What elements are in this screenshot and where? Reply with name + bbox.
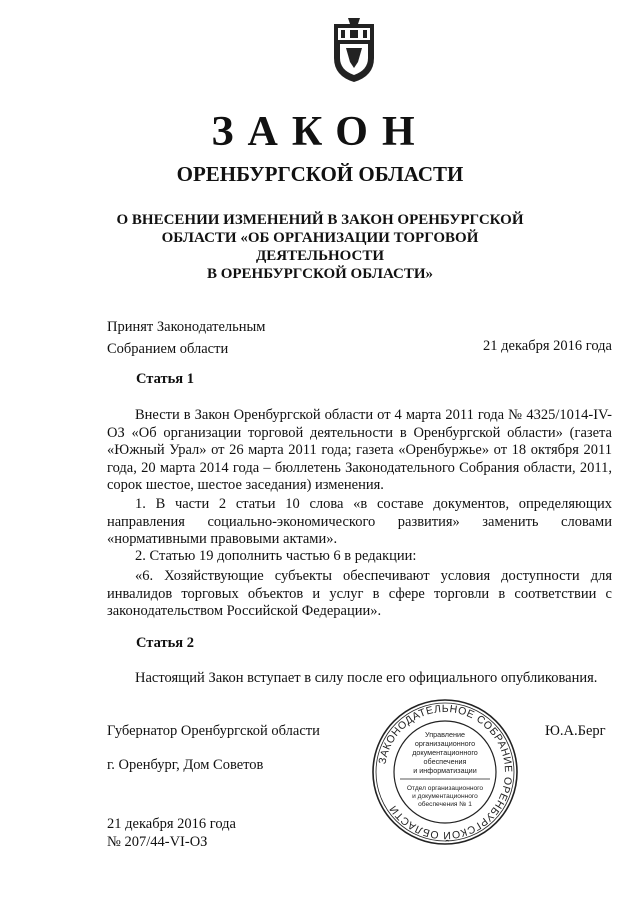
subject-line: В ОРЕНБУРГСКОЙ ОБЛАСТИ» [206, 266, 434, 282]
seal-dept-line: Отдел организационного [406, 785, 484, 792]
signing-place: г. Оренбург, Дом Советов [107, 757, 264, 773]
official-seal [370, 697, 520, 847]
seal-inner-line: обеспечения [423, 757, 467, 766]
coat-of-arms-icon [328, 18, 380, 84]
subject-line: О ВНЕСЕНИИ ИЗМЕНЕНИЙ В ЗАКОН ОРЕНБУРГСКОЙ [116, 212, 524, 228]
law-title: ЗАКОН [211, 109, 429, 155]
article-2-heading: Статья 2 [136, 635, 194, 651]
article-1-intro: Внести в Закон Оренбургской области от 4 марта 2011 года № 4325/1014-IV-ОЗ «Об организации торговой деятельности в Оренбургской области» (газета «Южный Урал» от 26 марта 2011 года; газета «Оренбуржье» от 18 октября 2011 года, 20 марта 2014 года – бюллетень Законодательного Собрания области, 2011, сорок шестое, шестое заседания) изменения. [107, 407, 612, 493]
article-1-item-2-text: «6. Хозяйствующие субъекты обеспечивают условия доступности для инвалидов торговых объектов и услуг в сфере торговли в соответствии с законодательством Российской Федерации». [107, 568, 612, 619]
law-number: № 207/44-VI-ОЗ [107, 834, 208, 850]
adoption-line: Принят Законодательным [107, 319, 266, 335]
article-2-text: Настоящий Закон вступает в силу после его официального опубликования. [135, 670, 598, 686]
article-1-item-1: 1. В части 2 статьи 10 слова «в составе документов, определяющих направления социально-экономического развития» заменить словами «нормативными правовыми актами». [107, 496, 612, 547]
seal-inner-line: документационного [412, 748, 478, 757]
seal-inner-line: и информатизации [413, 766, 477, 775]
seal-dept-line: обеспечения № 1 [418, 801, 472, 808]
article-1-heading: Статья 1 [136, 371, 194, 387]
law-subject [100, 211, 540, 283]
adoption-note [107, 316, 265, 360]
article-1-item-2: 2. Статью 19 дополнить частью 6 в редакции: [135, 548, 417, 564]
seal-ring-text: ЗАКОНОДАТЕЛЬНОЕ СОБРАНИЕ ОРЕНБУРГСКОЙ ОБЛАСТИ [376, 702, 515, 842]
region-title: ОРЕНБУРГСКОЙ ОБЛАСТИ [176, 162, 464, 186]
seal-inner-line: организационного [414, 739, 476, 748]
adoption-line: Собранием области [107, 341, 229, 357]
adoption-date: 21 декабря 2016 года [483, 338, 612, 354]
subject-line: ОБЛАСТИ «ОБ ОРГАНИЗАЦИИ ТОРГОВОЙ ДЕЯТЕЛЬНОСТИ [161, 230, 479, 264]
signing-date: 21 декабря 2016 года [107, 816, 236, 832]
governor-title: Губернатор Оренбургской области [107, 723, 320, 739]
governor-name: Ю.А.Берг [545, 723, 606, 739]
seal-dept-line: и документационного [412, 793, 478, 800]
seal-inner-line: Управление [425, 730, 465, 739]
